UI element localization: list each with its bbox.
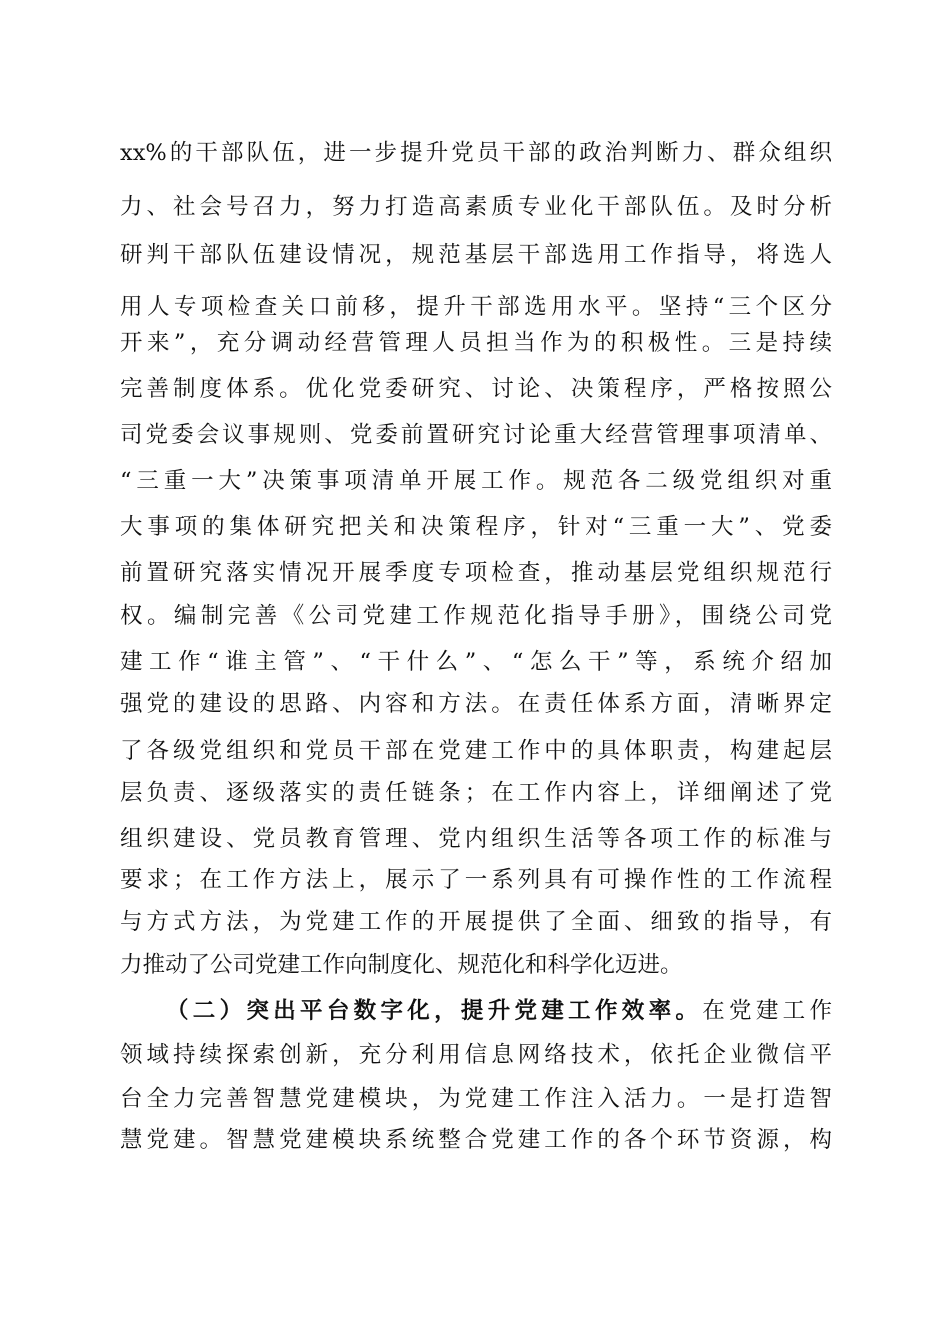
body-line: 司党委会议事规则、党委前置研究讨论重大经营管理事项清单、 xyxy=(120,422,832,448)
body-line: 层负责、逐级落实的责任链条；在工作内容上，详细阐述了党 xyxy=(120,780,832,806)
body-line: 用人专项检查关口前移，提升干部选用水平。坚持“三个区分 xyxy=(120,294,832,320)
section-body-line: 领域持续探索创新，充分利用信息网络技术，依托企业微信平 xyxy=(120,1042,832,1068)
section-heading-continuation: 在党建工作 xyxy=(702,998,832,1024)
body-line: 与方式方法，为党建工作的开展提供了全面、细致的指导，有 xyxy=(120,909,832,935)
body-line: 组织建设、党员教育管理、党内组织生活等各项工作的标准与 xyxy=(120,826,832,852)
body-line: “三重一大”决策事项清单开展工作。规范各二级党组织对重 xyxy=(120,468,832,494)
body-line: 要求；在工作方法上，展示了一系列具有可操作性的工作流程 xyxy=(120,867,832,893)
body-line: 前置研究落实情况开展季度专项检查，推动基层党组织规范行 xyxy=(120,560,832,586)
body-line: 建工作“谁主管”、“干什么”、“怎么干”等，系统介绍加 xyxy=(120,649,832,675)
section-heading: （二）突出平台数字化，提升党建工作效率。 xyxy=(166,998,703,1024)
section-body-line: 慧党建。智慧党建模块系统整合党建工作的各个环节资源，构 xyxy=(120,1127,832,1153)
body-line: 了各级党组织和党员干部在党建工作中的具体职责，构建起层 xyxy=(120,738,832,764)
body-line: 力推动了公司党建工作向制度化、规范化和科学化迈进。 xyxy=(120,952,683,978)
body-line: 完善制度体系。优化党委研究、讨论、决策程序，严格按照公 xyxy=(120,376,832,402)
section-body-line: 台全力完善智慧党建模块，为党建工作注入活力。一是打造智 xyxy=(120,1086,832,1112)
body-line: 力、社会号召力，努力打造高素质专业化干部队伍。及时分析 xyxy=(120,194,832,220)
body-line: 大事项的集体研究把关和决策程序，针对“三重一大”、党委 xyxy=(120,514,832,540)
body-line: xx%的干部队伍，进一步提升党员干部的政治判断力、群众组织 xyxy=(120,140,832,166)
body-line: 研判干部队伍建设情况，规范基层干部选用工作指导，将选人 xyxy=(120,242,832,268)
body-line: 权。编制完善《公司党建工作规范化指导手册》，围绕公司党 xyxy=(120,603,832,629)
body-line: 开来”，充分调动经营管理人员担当作为的积极性。三是持续 xyxy=(120,330,832,356)
body-line: 强党的建设的思路、内容和方法。在责任体系方面，清晰界定 xyxy=(120,691,832,717)
section-first-line xyxy=(166,991,832,1031)
